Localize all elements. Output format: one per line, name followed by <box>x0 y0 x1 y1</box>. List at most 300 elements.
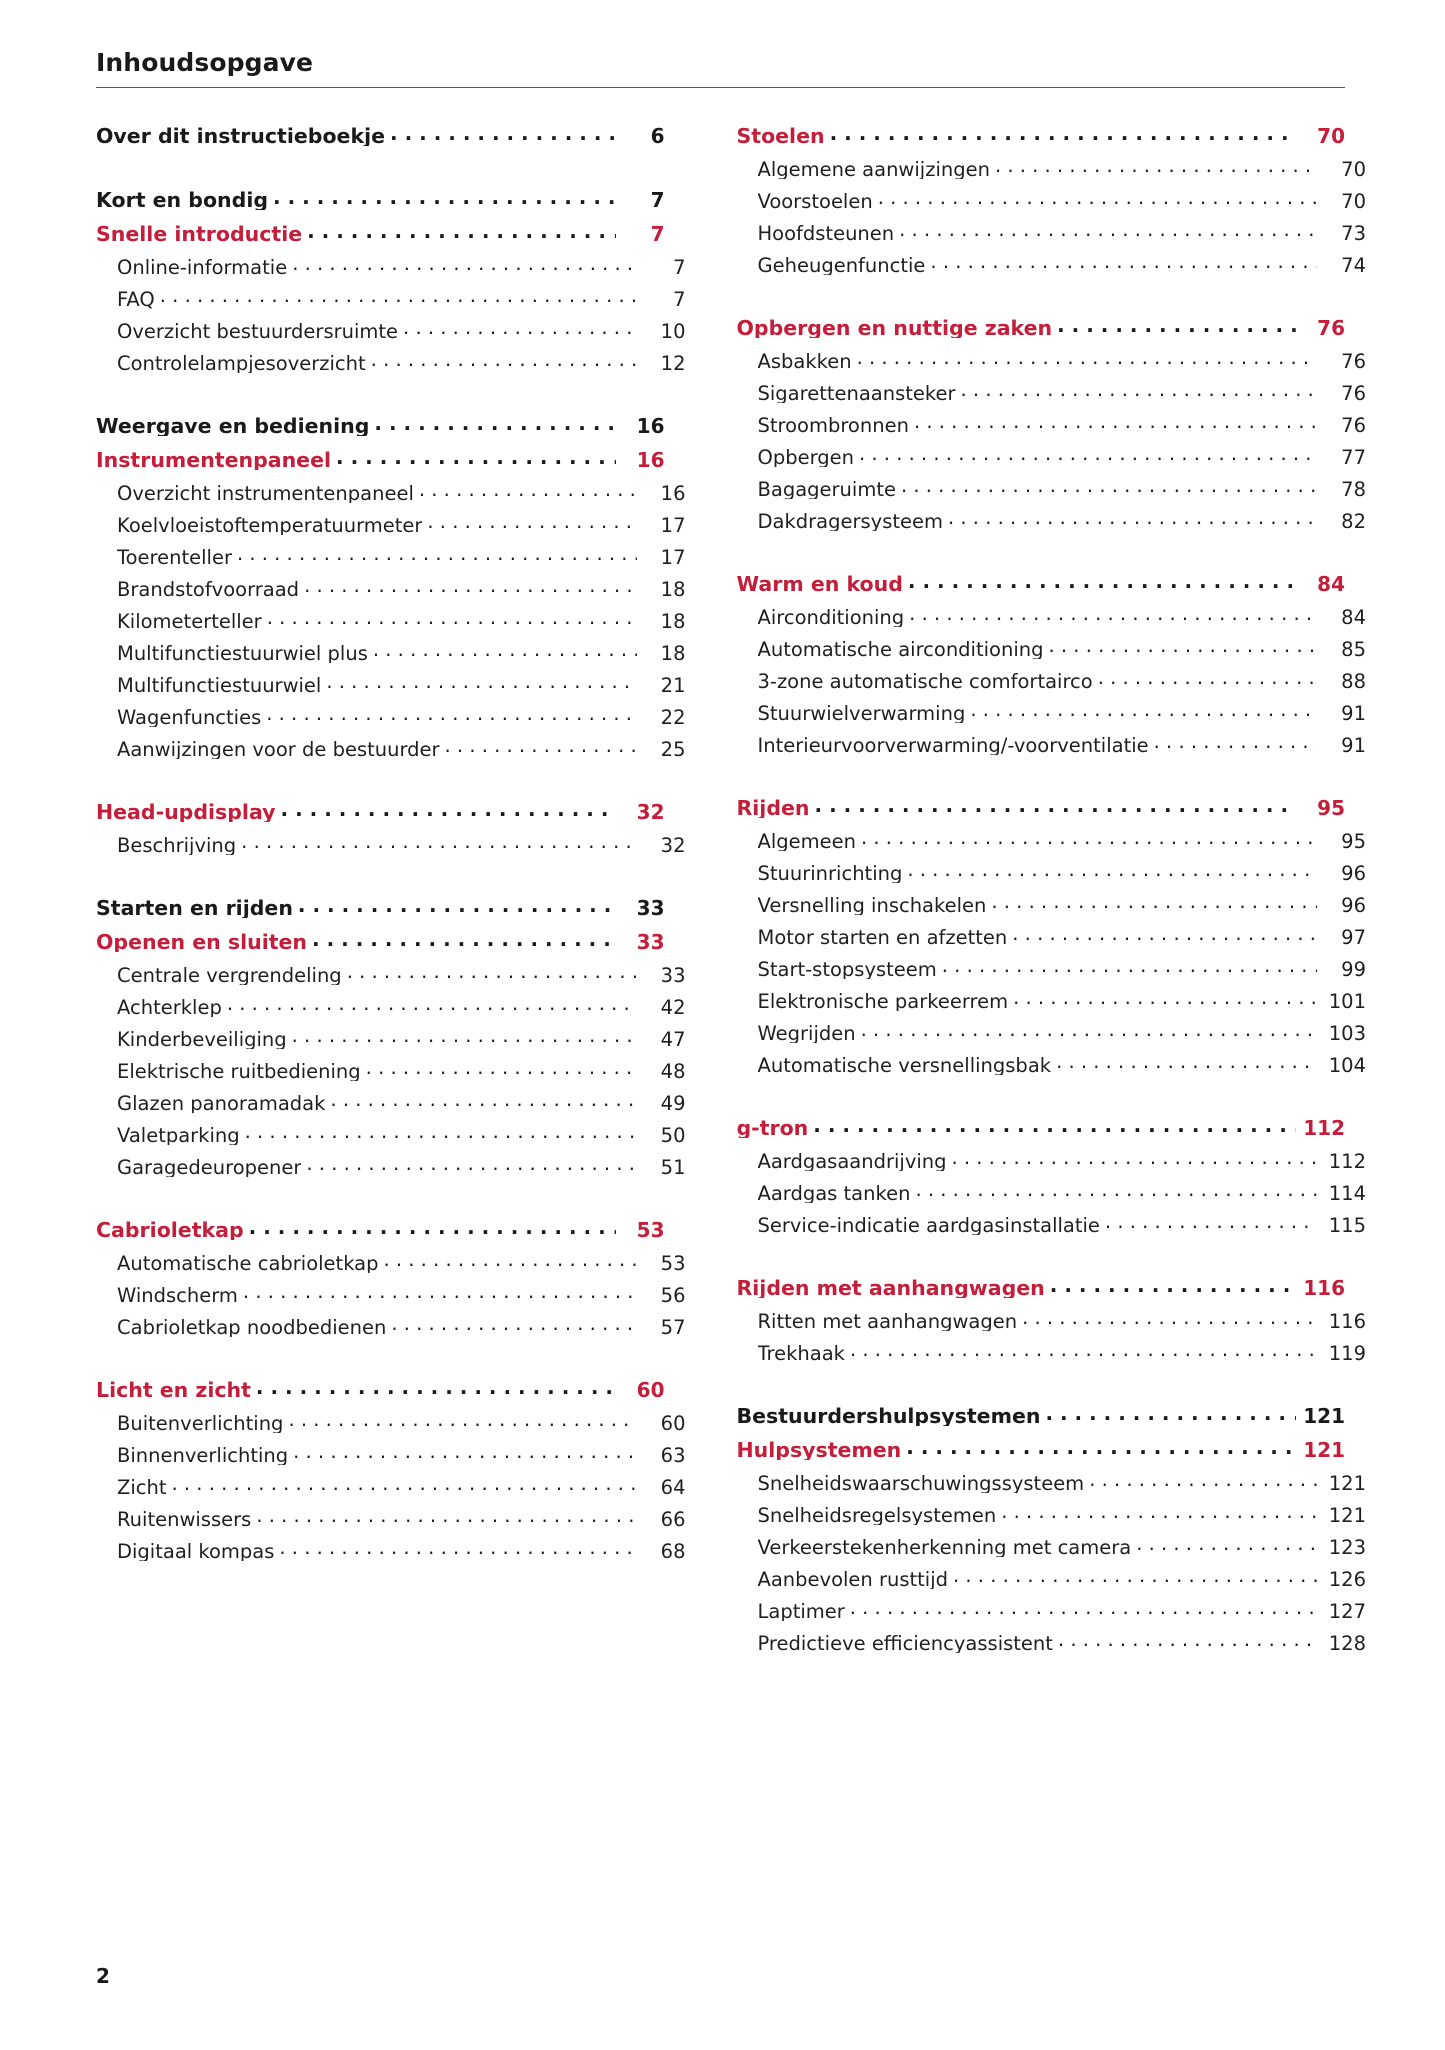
toc-entry[interactable] <box>96 798 665 832</box>
toc-entry[interactable] <box>737 668 1367 700</box>
dot-leader <box>347 962 637 982</box>
toc-entry-page-number: 63 <box>660 1443 686 1467</box>
toc-entry-label: Bagageruimte <box>757 479 896 499</box>
dot-leader <box>304 576 636 596</box>
toc-entry-page-number: 60 <box>660 1411 686 1435</box>
toc-entry[interactable] <box>96 1058 686 1090</box>
dot-leader <box>307 220 615 241</box>
toc-entry-label: Algemene aanwijzingen <box>757 159 990 179</box>
toc-entry[interactable] <box>737 476 1367 508</box>
toc-entry[interactable] <box>96 1376 665 1410</box>
toc-entry-label: Asbakken <box>757 351 852 371</box>
dot-leader <box>390 122 615 143</box>
toc-entry-page-number: 104 <box>1328 1053 1366 1077</box>
toc-entry-label: Overzicht instrumentenpaneel <box>117 483 414 503</box>
toc-entry-page-number: 116 <box>1303 1275 1345 1300</box>
toc-entry-page-number: 16 <box>636 447 665 472</box>
toc-entry[interactable] <box>737 1534 1367 1566</box>
toc-entry-label: Aanbevolen rusttijd <box>757 1569 949 1589</box>
toc-entry-page-number: 7 <box>673 255 686 279</box>
toc-entry-label: Verkeerstekenherkenning met camera <box>757 1537 1132 1557</box>
toc-entry[interactable] <box>96 1474 686 1506</box>
dot-leader <box>857 348 1317 368</box>
toc-entry-page-number: 70 <box>1341 157 1366 181</box>
toc-entry-label: FAQ <box>117 289 155 309</box>
toc-entry-label: Voorstoelen <box>757 191 873 211</box>
dot-leader <box>292 1026 637 1046</box>
toc-entry-page-number: 18 <box>660 609 686 633</box>
toc-entry-label: Rijden met aanhangwagen <box>736 1277 1045 1298</box>
toc-entry-label: Cabrioletkap <box>96 1219 244 1240</box>
toc-entry[interactable] <box>737 860 1367 892</box>
toc-entry[interactable] <box>737 444 1367 476</box>
toc-entry-page-number: 51 <box>660 1155 686 1179</box>
toc-entry-page-number: 115 <box>1328 1213 1366 1237</box>
toc-entry[interactable] <box>737 1212 1367 1244</box>
toc-entry[interactable] <box>737 508 1367 540</box>
toc-entry-page-number: 114 <box>1328 1181 1366 1205</box>
dot-leader <box>383 1250 636 1270</box>
toc-entry-label: Cabrioletkap noodbedienen <box>117 1317 387 1337</box>
toc-entry-page-number: 57 <box>660 1315 686 1339</box>
toc-entry-page-number: 48 <box>660 1059 686 1083</box>
toc-entry-label: Kort en bondig <box>96 189 269 210</box>
toc-entry-page-number: 17 <box>660 513 686 537</box>
toc-entry-label: Snelheidswaarschuwingssysteem <box>757 1473 1085 1493</box>
toc-entry-page-number: 76 <box>1317 315 1345 340</box>
toc-entry-label: Opbergen en nuttige zaken <box>736 317 1053 338</box>
toc-entry-label: Elektrische ruitbediening <box>117 1061 361 1081</box>
dot-leader <box>326 672 636 692</box>
toc-entry-page-number: 112 <box>1328 1149 1366 1173</box>
toc-entry-label: Garagedeuropener <box>117 1157 302 1177</box>
dot-leader <box>279 1538 636 1558</box>
toc-entry[interactable] <box>737 1180 1367 1212</box>
toc-entry[interactable] <box>96 446 665 480</box>
toc-entry[interactable] <box>96 254 686 286</box>
toc-entry-page-number: 103 <box>1328 1021 1366 1045</box>
toc-entry[interactable] <box>737 348 1367 380</box>
toc-entry[interactable] <box>737 828 1367 860</box>
toc-entry-label: Trekhaak <box>757 1343 845 1363</box>
toc-entry-label: Stuurwielverwarming <box>757 703 966 723</box>
toc-entry[interactable] <box>737 1402 1346 1436</box>
toc-entry-label: Zicht <box>117 1477 167 1497</box>
dot-leader <box>850 1340 1317 1360</box>
toc-entry-label: Wegrijden <box>757 1023 856 1043</box>
toc-entry[interactable] <box>96 350 686 382</box>
dot-leader <box>813 1114 1296 1135</box>
toc-entry[interactable] <box>96 1442 686 1474</box>
dot-leader <box>266 704 636 724</box>
toc-entry[interactable] <box>96 186 665 220</box>
toc-entry[interactable] <box>96 576 686 608</box>
toc-entry-label: Aanwijzingen voor de bestuurder <box>117 739 440 759</box>
toc-entry[interactable] <box>96 1154 686 1186</box>
toc-entry-page-number: 121 <box>1303 1437 1345 1462</box>
dot-leader <box>374 412 615 433</box>
toc-entry-page-number: 112 <box>1303 1115 1345 1140</box>
toc-entry[interactable] <box>737 122 1346 156</box>
toc-entry[interactable] <box>737 252 1367 284</box>
dot-leader <box>312 928 615 949</box>
toc-entry-label: Binnenverlichting <box>117 1445 289 1465</box>
toc-entry[interactable] <box>737 188 1367 220</box>
toc-entry[interactable] <box>96 412 665 446</box>
dot-leader <box>930 252 1317 272</box>
toc-entry[interactable] <box>96 286 686 318</box>
toc-entry-page-number: 128 <box>1328 1631 1366 1655</box>
dot-leader <box>366 1058 637 1078</box>
dot-leader <box>336 446 615 467</box>
toc-entry[interactable] <box>737 604 1367 636</box>
toc-entry[interactable] <box>737 1340 1367 1372</box>
dot-leader <box>952 1148 1317 1168</box>
dot-leader <box>273 186 615 207</box>
toc-entry[interactable] <box>96 220 665 254</box>
dot-leader <box>953 1566 1317 1586</box>
toc-entry-label: Laptimer <box>757 1601 845 1621</box>
toc-entry[interactable] <box>96 736 686 768</box>
toc-entry-page-number: 70 <box>1317 123 1345 148</box>
toc-entry-page-number: 84 <box>1341 605 1366 629</box>
dot-leader <box>909 604 1317 624</box>
toc-entry-label: Ruitenwissers <box>117 1509 252 1529</box>
dot-leader <box>427 512 636 532</box>
dot-leader <box>901 476 1317 496</box>
toc-entry[interactable] <box>737 380 1367 412</box>
toc-entry[interactable] <box>737 1502 1367 1534</box>
dot-leader <box>1013 988 1317 1008</box>
dot-leader <box>991 892 1317 912</box>
toc-entry-page-number: 82 <box>1341 509 1366 533</box>
toc-entry-page-number: 126 <box>1328 1567 1366 1591</box>
toc-entry[interactable] <box>96 122 665 156</box>
toc-entry-page-number: 76 <box>1341 381 1366 405</box>
toc-entry-page-number: 33 <box>636 895 665 920</box>
dot-leader <box>859 444 1317 464</box>
toc-entry-page-number: 18 <box>660 577 686 601</box>
page-title: Inhoudsopgave <box>96 48 314 77</box>
toc-entry[interactable] <box>737 1470 1367 1502</box>
toc-entry-label: Automatische airconditioning <box>757 639 1044 659</box>
toc-entry-label: Instrumentenpaneel <box>96 449 332 470</box>
dot-leader <box>391 1314 636 1334</box>
dot-leader <box>306 1154 636 1174</box>
toc-entry-page-number: 97 <box>1341 925 1366 949</box>
toc-entry-page-number: 7 <box>650 221 665 246</box>
dot-leader <box>970 700 1317 720</box>
toc-entry[interactable] <box>737 156 1367 188</box>
dot-leader <box>373 640 637 660</box>
toc-entry[interactable] <box>96 704 686 736</box>
dot-leader <box>245 1122 637 1142</box>
toc-entry-label: Aardgasaandrijving <box>757 1151 947 1171</box>
toc-entry[interactable] <box>737 1630 1367 1662</box>
toc-entry-page-number: 121 <box>1328 1503 1366 1527</box>
toc-entry-page-number: 64 <box>660 1475 686 1499</box>
toc-entry-page-number: 56 <box>660 1283 686 1307</box>
toc-entry-page-number: 127 <box>1328 1599 1366 1623</box>
dot-leader <box>995 156 1317 176</box>
dot-leader <box>241 832 636 852</box>
toc-entry-page-number: 70 <box>1341 189 1366 213</box>
toc-entry-page-number: 32 <box>636 799 665 824</box>
toc-entry[interactable] <box>737 570 1346 604</box>
toc-entry-page-number: 99 <box>1341 957 1366 981</box>
toc-entry-page-number: 123 <box>1328 1535 1366 1559</box>
toc-entry-label: Hulpsystemen <box>736 1439 902 1460</box>
toc-entry-label: Koelvloeistoftemperatuurmeter <box>117 515 423 535</box>
toc-entry-label: Opbergen <box>757 447 855 467</box>
toc-entry-label: Overzicht bestuurdersruimte <box>117 321 399 341</box>
dot-leader <box>1089 1470 1317 1490</box>
dot-leader <box>1056 1052 1317 1072</box>
toc-entry-page-number: 33 <box>660 963 686 987</box>
toc-entry-page-number: 66 <box>660 1507 686 1531</box>
toc-entry-label: Kinderbeveiliging <box>117 1029 287 1049</box>
toc-entry[interactable] <box>737 988 1367 1020</box>
toc-entry[interactable] <box>737 1020 1367 1052</box>
dot-leader <box>243 1282 637 1302</box>
toc-entry-label: Ritten met aanhangwagen <box>757 1311 1018 1331</box>
toc-entry-page-number: 73 <box>1341 221 1366 245</box>
toc-entry-label: Sigarettenaansteker <box>757 383 956 403</box>
toc-entry[interactable] <box>96 1314 686 1346</box>
toc-entry-label: Multifunctiestuurwiel plus <box>117 643 368 663</box>
toc-entry-page-number: 84 <box>1317 571 1345 596</box>
dot-leader <box>172 1474 637 1494</box>
dot-leader <box>445 736 637 756</box>
dot-leader <box>948 508 1317 528</box>
toc-entry-page-number: 78 <box>1341 477 1366 501</box>
dot-leader <box>1049 636 1318 656</box>
toc-entry-page-number: 16 <box>636 413 665 438</box>
dot-leader <box>1098 668 1317 688</box>
toc-entry[interactable] <box>96 1090 686 1122</box>
toc-entry[interactable] <box>96 1282 686 1314</box>
dot-leader <box>1136 1534 1317 1554</box>
dot-leader <box>914 412 1317 432</box>
toc-entry-label: Starten en rijden <box>96 897 293 918</box>
toc-entry-page-number: 95 <box>1317 795 1345 820</box>
dot-leader <box>256 1506 636 1526</box>
dot-leader <box>160 286 637 306</box>
dot-leader <box>330 1090 636 1110</box>
toc-entry-page-number: 88 <box>1341 669 1366 693</box>
toc-entry-page-number: 12 <box>660 351 686 375</box>
dot-leader <box>403 318 636 338</box>
toc-entry-page-number: 121 <box>1328 1471 1366 1495</box>
toc-entry-label: Rijden <box>736 797 810 818</box>
toc-entry[interactable] <box>96 1506 686 1538</box>
toc-entry[interactable] <box>96 928 665 962</box>
toc-entry-label: Controlelampjesoverzicht <box>117 353 366 373</box>
dot-leader <box>237 544 637 564</box>
toc-entry-label: Over dit instructieboekje <box>96 125 386 146</box>
toc-entry-label: g-tron <box>736 1117 809 1138</box>
dot-leader <box>961 380 1317 400</box>
toc-entry[interactable] <box>96 1122 686 1154</box>
toc-entry-label: Interieurvoorverwarming/-voorventilatie <box>757 735 1149 755</box>
toc-entry[interactable] <box>737 924 1367 956</box>
toc-entry-page-number: 18 <box>660 641 686 665</box>
toc-entry-page-number: 7 <box>650 187 665 212</box>
toc-entry-page-number: 22 <box>660 705 686 729</box>
toc-entry-label: Brandstofvoorraad <box>117 579 300 599</box>
toc-entry[interactable] <box>96 1410 686 1442</box>
toc-entry-page-number: 60 <box>636 1377 665 1402</box>
dot-leader <box>1045 1402 1296 1423</box>
toc-entry[interactable] <box>96 544 686 576</box>
dot-leader <box>292 254 636 274</box>
dot-leader <box>1058 1630 1317 1650</box>
toc-entry[interactable] <box>737 636 1367 668</box>
toc-entry-label: Stoelen <box>736 125 825 146</box>
toc-entry-label: Multifunctiestuurwiel <box>117 675 322 695</box>
toc-entry[interactable] <box>737 1114 1346 1148</box>
toc-entry[interactable] <box>96 1250 686 1282</box>
dot-leader <box>850 1598 1317 1618</box>
toc-entry-label: Stroombronnen <box>757 415 909 435</box>
toc-entry-label: Motor starten en afzetten <box>757 927 1008 947</box>
toc-entry-page-number: 6 <box>650 123 665 148</box>
dot-leader <box>815 794 1296 815</box>
toc-entry[interactable] <box>737 314 1346 348</box>
toc-entry[interactable] <box>96 1538 686 1570</box>
toc-entry-label: Snelheidsregelsystemen <box>757 1505 997 1525</box>
toc-entry-page-number: 53 <box>636 1217 665 1242</box>
toc-column-left <box>96 122 721 1662</box>
dot-leader <box>1057 314 1296 335</box>
toc-entry-page-number: 33 <box>636 929 665 954</box>
dot-leader <box>1001 1502 1317 1522</box>
toc-entry-page-number: 119 <box>1328 1341 1366 1365</box>
toc-entry[interactable] <box>96 832 686 864</box>
toc-entry[interactable] <box>96 318 686 350</box>
toc-entry-page-number: 49 <box>660 1091 686 1115</box>
toc-entry-page-number: 85 <box>1341 637 1366 661</box>
toc-entry[interactable] <box>96 1216 665 1250</box>
toc-entry-page-number: 116 <box>1328 1309 1366 1333</box>
dot-leader <box>281 798 616 819</box>
toc-entry[interactable] <box>737 1566 1367 1598</box>
dot-leader <box>878 188 1317 208</box>
toc-entry[interactable] <box>737 412 1367 444</box>
toc-entry-label: Beschrijving <box>117 835 237 855</box>
dot-leader <box>1154 732 1317 752</box>
toc-entry-label: Head-updisplay <box>96 801 276 822</box>
toc-entry[interactable] <box>737 1274 1346 1308</box>
dot-leader <box>227 994 637 1014</box>
toc-entry-label: Aardgas tanken <box>757 1183 911 1203</box>
toc-entry-label: Dakdragersysteem <box>757 511 943 531</box>
toc-entry-label: Buitenverlichting <box>117 1413 284 1433</box>
toc-entry[interactable] <box>96 672 686 704</box>
toc-entry-label: Geheugenfunctie <box>757 255 926 275</box>
toc-entry[interactable] <box>737 732 1367 764</box>
toc-entry-label: Stuurinrichting <box>757 863 903 883</box>
toc-entry-page-number: 17 <box>660 545 686 569</box>
toc-entry-label: Automatische cabrioletkap <box>117 1253 379 1273</box>
toc-entry-page-number: 76 <box>1341 413 1366 437</box>
toc-entry-label: Hoofdsteunen <box>757 223 895 243</box>
toc-entry-label: Predictieve efficiencyassistent <box>757 1633 1053 1653</box>
toc-entry-page-number: 7 <box>673 287 686 311</box>
toc-entry-page-number: 16 <box>660 481 686 505</box>
dot-leader <box>1105 1212 1317 1232</box>
toc-entry-label: Airconditioning <box>757 607 905 627</box>
toc-entry[interactable] <box>737 892 1367 924</box>
toc-entry-label: Weergave en bediening <box>96 415 370 436</box>
toc-entry[interactable] <box>96 512 686 544</box>
toc-entry[interactable] <box>96 1026 686 1058</box>
toc-entry[interactable] <box>737 1598 1367 1630</box>
dot-leader <box>1050 1274 1296 1295</box>
toc-column-right <box>721 122 1366 1662</box>
toc-entry[interactable] <box>737 1436 1346 1470</box>
toc-entry[interactable] <box>96 894 665 928</box>
toc-entry[interactable] <box>96 994 686 1026</box>
dot-leader <box>830 122 1296 143</box>
toc-entry[interactable] <box>737 1052 1367 1084</box>
toc-entry-label: Achterklep <box>117 997 222 1017</box>
toc-entry-page-number: 91 <box>1341 733 1366 757</box>
dot-leader <box>293 1442 636 1462</box>
toc-entry-label: Kilometerteller <box>117 611 262 631</box>
toc-entry-label: Online-informatie <box>117 257 288 277</box>
toc-entry-label: Start-stopsysteem <box>757 959 937 979</box>
toc-entry-label: Wagenfuncties <box>117 707 262 727</box>
toc-entry[interactable] <box>96 608 686 640</box>
toc-entry[interactable] <box>737 794 1346 828</box>
toc-entry-label: Openen en sluiten <box>96 931 308 952</box>
dot-leader <box>267 608 637 628</box>
toc-entry-label: Automatische versnellingsbak <box>757 1055 1052 1075</box>
toc-columns <box>96 122 1366 1662</box>
toc-entry-page-number: 121 <box>1303 1403 1345 1428</box>
toc-entry-label: Windscherm <box>117 1285 238 1305</box>
toc-entry[interactable] <box>737 1308 1367 1340</box>
toc-entry[interactable] <box>737 956 1367 988</box>
toc-entry-page-number: 68 <box>660 1539 686 1563</box>
toc-entry-page-number: 77 <box>1341 445 1366 469</box>
dot-leader <box>249 1216 616 1237</box>
toc-entry-page-number: 74 <box>1341 253 1366 277</box>
toc-entry-page-number: 76 <box>1341 349 1366 373</box>
dot-leader <box>1012 924 1317 944</box>
toc-entry-page-number: 53 <box>660 1251 686 1275</box>
toc-entry-page-number: 21 <box>660 673 686 697</box>
toc-entry[interactable] <box>96 962 686 994</box>
toc-entry-page-number: 101 <box>1328 989 1366 1013</box>
toc-entry-label: Warm en koud <box>736 573 903 594</box>
dot-leader <box>256 1376 616 1397</box>
toc-entry-page-number: 91 <box>1341 701 1366 725</box>
toc-entry[interactable] <box>737 220 1367 252</box>
toc-entry-page-number: 50 <box>660 1123 686 1147</box>
toc-entry[interactable] <box>96 480 686 512</box>
toc-entry[interactable] <box>96 640 686 672</box>
dot-leader <box>861 828 1317 848</box>
toc-entry-label: Snelle introductie <box>96 223 303 244</box>
dot-leader <box>899 220 1317 240</box>
page-folio: 2 <box>96 1964 110 1988</box>
toc-entry[interactable] <box>737 700 1367 732</box>
toc-entry[interactable] <box>737 1148 1367 1180</box>
toc-entry-label: Licht en zicht <box>96 1379 251 1400</box>
toc-entry-label: 3-zone automatische comfortairco <box>757 671 1093 691</box>
